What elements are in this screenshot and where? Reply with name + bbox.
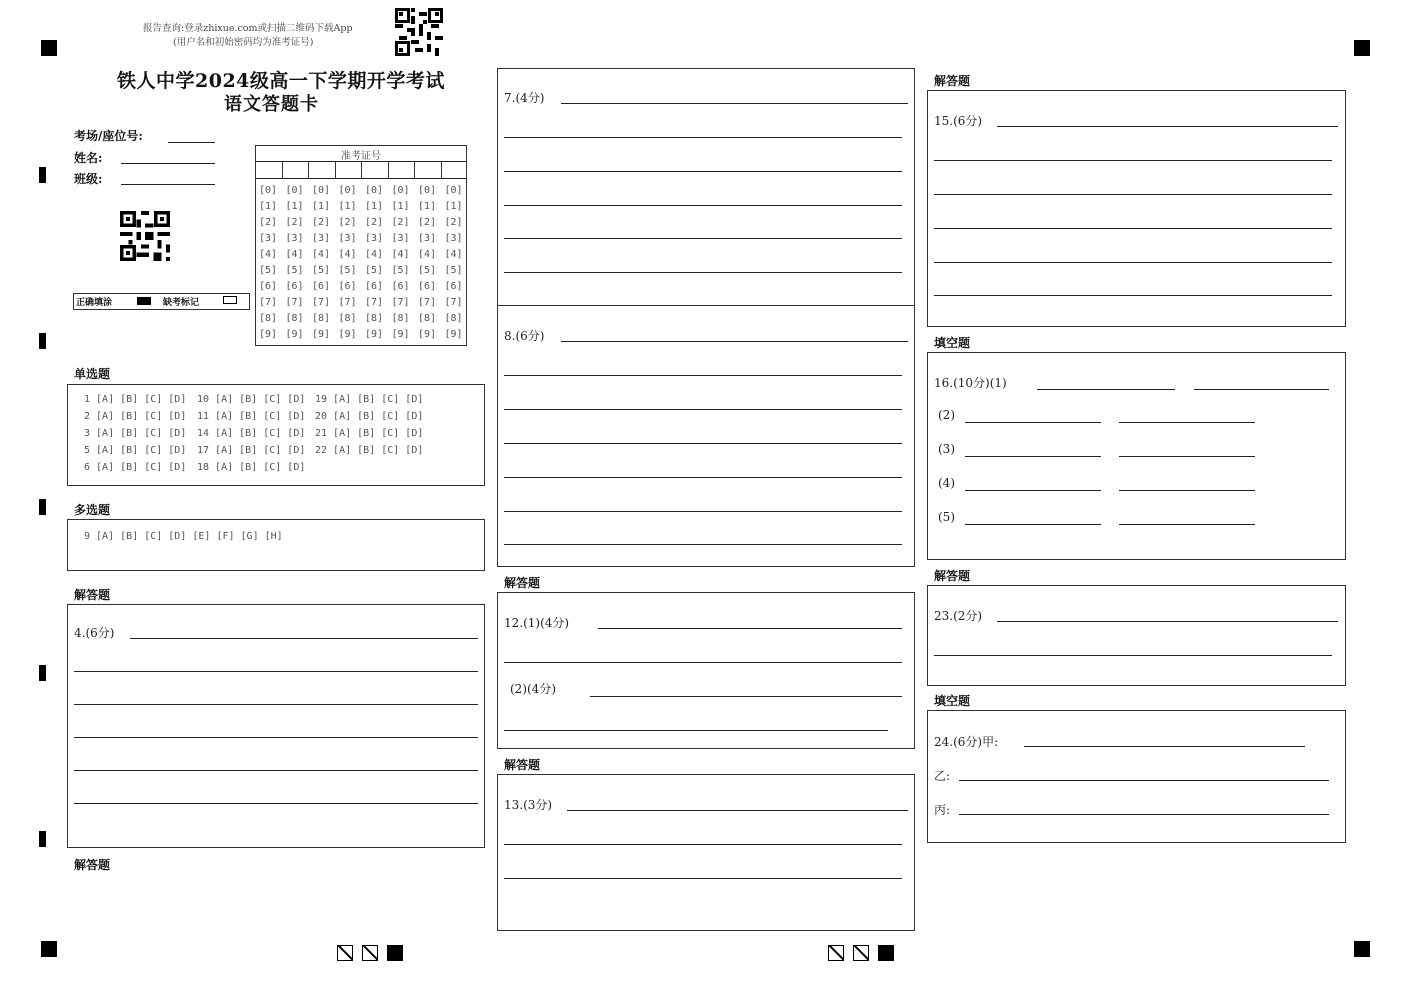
- admission-digit-bubble[interactable]: [7]: [391, 297, 410, 308]
- choice-row[interactable]: 22 [A] [B] [C] [D]: [315, 445, 424, 456]
- name-label: 姓名:: [74, 151, 103, 165]
- admission-digit-bubble[interactable]: [6]: [391, 281, 410, 292]
- admission-digit-column: [388, 183, 414, 343]
- q16-part3-label: (3): [938, 442, 955, 456]
- q12-part1-label: 12.(1)(4分): [504, 616, 570, 630]
- multi-choice-row[interactable]: 9 [A] [B] [C] [D] [E] [F] [G] [H]: [84, 531, 283, 542]
- admission-digit-bubble[interactable]: [0]: [338, 185, 357, 196]
- q13-label: 13.(3分): [504, 798, 553, 812]
- answer-line[interactable]: [934, 262, 1332, 263]
- admission-digit-bubble[interactable]: [9]: [444, 329, 463, 340]
- page-mark-crossed: [362, 945, 378, 961]
- admission-digit-bubble[interactable]: [0]: [444, 185, 463, 196]
- q23-label: 23.(2分): [934, 609, 983, 623]
- timing-mark: [39, 831, 46, 847]
- admission-digit-bubble[interactable]: [7]: [364, 297, 384, 308]
- admission-digit-bubble[interactable]: [4]: [444, 249, 463, 260]
- admission-digit-bubble[interactable]: [9]: [338, 329, 357, 340]
- blank-line[interactable]: [1037, 389, 1175, 390]
- single-choice-title: 单选题: [74, 367, 111, 381]
- grid-column-divider: [282, 161, 283, 178]
- single-choice-col2: [197, 394, 305, 479]
- choice-row[interactable]: 11 [A] [B] [C] [D]: [197, 411, 306, 422]
- answer-line[interactable]: [504, 443, 902, 444]
- admission-digit-bubble[interactable]: [1]: [417, 201, 437, 212]
- admission-digit-bubble[interactable]: [6]: [364, 281, 384, 292]
- q4-label: 4.(6分): [74, 626, 115, 640]
- admission-digit-bubble[interactable]: [5]: [444, 265, 463, 276]
- admission-digit-bubble[interactable]: [1]: [258, 201, 278, 212]
- section-answer-title: 解答题: [504, 758, 541, 772]
- class-field[interactable]: [121, 184, 215, 185]
- blank-line[interactable]: [1119, 490, 1255, 491]
- page-mark-solid: [878, 945, 894, 961]
- legend-correct-label: 正确填涂: [76, 298, 113, 308]
- card-subtitle: 语文答题卡: [224, 94, 319, 115]
- exam-title: 铁人中学2024级高一下学期开学考试: [117, 70, 445, 92]
- admission-digit-bubble[interactable]: [9]: [285, 329, 304, 340]
- admission-digit-bubble[interactable]: [2]: [417, 217, 437, 228]
- admission-digit-bubble[interactable]: [7]: [417, 297, 437, 308]
- choice-row[interactable]: 21 [A] [B] [C] [D]: [315, 428, 424, 439]
- admission-digit-column: [441, 183, 467, 343]
- admission-digit-bubble[interactable]: [2]: [285, 217, 304, 228]
- q16-label: 16.(10分)(1): [934, 376, 1007, 390]
- blank-line[interactable]: [959, 780, 1329, 781]
- admission-digit-bubble[interactable]: [9]: [311, 329, 331, 340]
- registration-mark: [1354, 941, 1370, 957]
- grid-divider: [255, 178, 467, 179]
- answer-line[interactable]: [934, 160, 1332, 161]
- grid-column-divider: [335, 161, 336, 178]
- admission-digit-bubble[interactable]: [9]: [391, 329, 410, 340]
- admission-digit-bubble[interactable]: [9]: [417, 329, 437, 340]
- admission-digit-bubble[interactable]: [4]: [391, 249, 410, 260]
- q12-part2-label: (2)(4分): [510, 682, 556, 696]
- admission-digit-bubble[interactable]: [6]: [338, 281, 357, 292]
- section-answer-title: 解答题: [74, 858, 111, 872]
- admission-digit-bubble[interactable]: [4]: [417, 249, 437, 260]
- admission-digit-bubble[interactable]: [1]: [364, 201, 384, 212]
- section-answer-title: 解答题: [934, 74, 971, 88]
- blank-line[interactable]: [965, 490, 1101, 491]
- seat-field[interactable]: [168, 142, 215, 143]
- answer-line[interactable]: [504, 730, 888, 731]
- admission-digit-bubble[interactable]: [4]: [285, 249, 304, 260]
- admission-digit-bubble[interactable]: [0]: [364, 185, 384, 196]
- admission-digit-bubble[interactable]: [6]: [417, 281, 437, 292]
- qr-code-icon: [395, 8, 443, 56]
- q4-answer-box[interactable]: [67, 604, 485, 848]
- single-choice-col1: [84, 394, 186, 479]
- answer-line[interactable]: [997, 621, 1338, 622]
- q15-label: 15.(6分): [934, 114, 983, 128]
- section-fill-title: 填空题: [934, 694, 971, 708]
- answer-line[interactable]: [504, 375, 902, 376]
- q7-label: 7.(4分): [504, 91, 545, 105]
- grid-column-divider: [441, 161, 442, 178]
- blank-line[interactable]: [965, 524, 1101, 525]
- choice-row[interactable]: 20 [A] [B] [C] [D]: [315, 411, 424, 422]
- login-hint-line: (用户名和初始密码均为准考证号): [173, 37, 314, 48]
- admission-digit-bubble[interactable]: [6]: [311, 281, 331, 292]
- answer-line[interactable]: [130, 638, 478, 639]
- q23-answer-box[interactable]: [927, 585, 1346, 686]
- admission-digit-bubble[interactable]: [4]: [258, 249, 278, 260]
- admission-digit-column: [361, 183, 387, 343]
- registration-mark: [41, 941, 57, 957]
- admission-digit-bubble[interactable]: [2]: [311, 217, 331, 228]
- choice-row[interactable]: 2 [A] [B] [C] [D]: [84, 411, 187, 422]
- q24-yi-label: 乙:: [934, 769, 951, 783]
- admission-digit-bubble[interactable]: [9]: [258, 329, 278, 340]
- admission-digit-bubble[interactable]: [5]: [391, 265, 410, 276]
- admission-digit-bubble[interactable]: [3]: [444, 233, 463, 244]
- admission-digit-bubble[interactable]: [5]: [258, 265, 278, 276]
- admission-digit-column: [308, 183, 334, 343]
- admission-digit-bubble[interactable]: [5]: [338, 265, 357, 276]
- admission-digit-bubble[interactable]: [2]: [258, 217, 278, 228]
- answer-line[interactable]: [74, 803, 478, 804]
- admission-digit-column: [335, 183, 361, 343]
- blank-line[interactable]: [1194, 389, 1329, 390]
- answer-line[interactable]: [504, 662, 902, 663]
- section-fill-title: 填空题: [934, 336, 971, 350]
- page-mark-crossed: [828, 945, 844, 961]
- answer-line[interactable]: [997, 126, 1338, 127]
- answer-line[interactable]: [934, 194, 1332, 195]
- admission-digit-bubble[interactable]: [1]: [311, 201, 331, 212]
- answer-line[interactable]: [74, 704, 478, 705]
- admission-digit-bubble[interactable]: [4]: [311, 249, 331, 260]
- page-mark-crossed: [337, 945, 353, 961]
- admission-digit-column: [414, 183, 440, 343]
- admission-digit-bubble[interactable]: [2]: [338, 217, 357, 228]
- admission-digit-bubble[interactable]: [1]: [444, 201, 463, 212]
- admission-digit-bubble[interactable]: [8]: [391, 313, 410, 324]
- timing-mark: [39, 499, 46, 515]
- admission-digit-bubble[interactable]: [8]: [311, 313, 331, 324]
- admission-digit-bubble[interactable]: [6]: [258, 281, 278, 292]
- blank-line[interactable]: [1119, 524, 1255, 525]
- answer-line[interactable]: [504, 511, 902, 512]
- choice-row[interactable]: 17 [A] [B] [C] [D]: [197, 445, 306, 456]
- admission-digit-bubble[interactable]: [4]: [338, 249, 357, 260]
- choice-row[interactable]: 19 [A] [B] [C] [D]: [315, 394, 424, 405]
- admission-digit-bubble[interactable]: [8]: [258, 313, 278, 324]
- grid-column-divider: [308, 161, 309, 178]
- answer-line[interactable]: [561, 103, 908, 104]
- choice-row[interactable]: 3 [A] [B] [C] [D]: [84, 428, 187, 439]
- admission-digit-bubble[interactable]: [0]: [311, 185, 331, 196]
- answer-line[interactable]: [504, 205, 902, 206]
- filled-mark-sample: [137, 297, 151, 305]
- multi-choice-box: [67, 519, 485, 571]
- page-mark-crossed: [853, 945, 869, 961]
- admission-digit-bubble[interactable]: [0]: [391, 185, 410, 196]
- q16-part4-label: (4): [938, 476, 955, 490]
- admission-digit-bubble[interactable]: [2]: [364, 217, 384, 228]
- admission-digit-bubble[interactable]: [5]: [285, 265, 304, 276]
- q24-label: 24.(6分)甲:: [934, 735, 999, 749]
- admission-digit-bubble[interactable]: [7]: [285, 297, 304, 308]
- answer-line[interactable]: [504, 238, 902, 239]
- answer-line[interactable]: [74, 737, 478, 738]
- section-answer-title: 解答题: [934, 569, 971, 583]
- admission-digit-bubble[interactable]: [4]: [364, 249, 384, 260]
- answer-line[interactable]: [504, 878, 902, 879]
- admission-digit-column: [255, 183, 281, 343]
- page-mark-solid: [387, 945, 403, 961]
- answer-line[interactable]: [504, 544, 902, 545]
- grid-column-divider: [361, 161, 362, 178]
- blank-line[interactable]: [959, 814, 1329, 815]
- admission-label: 准考证号: [341, 151, 381, 162]
- admission-digit-bubble[interactable]: [3]: [311, 233, 331, 244]
- grid-column-divider: [388, 161, 389, 178]
- seat-label: 考场/座位号:: [74, 129, 143, 143]
- section-answer-title: 解答题: [74, 588, 111, 602]
- admission-digit-bubble[interactable]: [1]: [391, 201, 410, 212]
- q16-part5-label: (5): [938, 510, 955, 524]
- admission-digit-bubble[interactable]: [6]: [444, 281, 463, 292]
- answer-line[interactable]: [74, 770, 478, 771]
- answer-line[interactable]: [598, 628, 902, 629]
- q13-answer-box[interactable]: [497, 774, 915, 931]
- answer-line[interactable]: [74, 671, 478, 672]
- blank-line[interactable]: [1024, 746, 1305, 747]
- blank-line[interactable]: [1119, 422, 1255, 423]
- q24-answer-box[interactable]: [927, 710, 1346, 843]
- admission-digit-bubble[interactable]: [1]: [338, 201, 357, 212]
- choice-row[interactable]: 10 [A] [B] [C] [D]: [197, 394, 306, 405]
- admission-digit-bubble[interactable]: [2]: [444, 217, 463, 228]
- q8-answer-box[interactable]: [497, 305, 915, 567]
- admission-digit-bubble[interactable]: [7]: [258, 297, 278, 308]
- answer-line[interactable]: [504, 137, 902, 138]
- answer-line[interactable]: [504, 477, 902, 478]
- admission-digit-bubble[interactable]: [3]: [338, 233, 357, 244]
- answer-line[interactable]: [567, 810, 908, 811]
- answer-line[interactable]: [561, 341, 908, 342]
- q16-part2-label: (2): [938, 408, 955, 422]
- timing-mark: [39, 665, 46, 681]
- q8-label: 8.(6分): [504, 329, 545, 343]
- absent-mark-checkbox[interactable]: [223, 296, 237, 304]
- admission-digit-bubble[interactable]: [0]: [285, 185, 304, 196]
- admission-digit-bubble[interactable]: [5]: [364, 265, 384, 276]
- admission-digit-bubble[interactable]: [9]: [364, 329, 384, 340]
- answer-line[interactable]: [934, 295, 1332, 296]
- admission-digit-bubble[interactable]: [1]: [285, 201, 304, 212]
- answer-line[interactable]: [504, 272, 902, 273]
- admission-digit-bubble[interactable]: [8]: [285, 313, 304, 324]
- class-label: 班级:: [74, 172, 103, 186]
- answer-line[interactable]: [934, 655, 1332, 656]
- admission-digit-bubble[interactable]: [0]: [417, 185, 437, 196]
- registration-mark: [1354, 40, 1370, 56]
- admission-digit-bubble[interactable]: [0]: [258, 185, 278, 196]
- blank-line[interactable]: [965, 456, 1101, 457]
- admission-digit-bubble[interactable]: [5]: [417, 265, 437, 276]
- blank-line[interactable]: [965, 422, 1101, 423]
- admission-digit-bubble[interactable]: [6]: [285, 281, 304, 292]
- admission-digit-bubble[interactable]: [2]: [391, 217, 410, 228]
- answer-line[interactable]: [934, 228, 1332, 229]
- admission-digit-bubble[interactable]: [8]: [364, 313, 384, 324]
- admission-digit-bubble[interactable]: [8]: [338, 313, 357, 324]
- choice-row[interactable]: 14 [A] [B] [C] [D]: [197, 428, 306, 439]
- admission-digit-bubble[interactable]: [3]: [285, 233, 304, 244]
- q24-bing-label: 丙:: [934, 803, 951, 817]
- admission-digit-bubble[interactable]: [7]: [444, 297, 463, 308]
- report-query-line: 报告查询:登录zhixue.com或扫描二维码下载App: [143, 23, 353, 34]
- answer-line[interactable]: [504, 844, 902, 845]
- timing-mark: [39, 167, 46, 183]
- student-qr-icon: [120, 211, 170, 261]
- answer-line[interactable]: [504, 409, 902, 410]
- admission-digit-bubble[interactable]: [3]: [391, 233, 410, 244]
- answer-line[interactable]: [504, 171, 902, 172]
- legend-absent-label: 缺考标记: [163, 298, 200, 308]
- registration-mark: [41, 40, 57, 56]
- admission-digit-column: [282, 183, 308, 343]
- choice-row[interactable]: 6 [A] [B] [C] [D]: [84, 462, 187, 473]
- timing-mark: [39, 333, 46, 349]
- name-field[interactable]: [121, 163, 215, 164]
- choice-row[interactable]: 5 [A] [B] [C] [D]: [84, 445, 187, 456]
- admission-digit-bubble[interactable]: [8]: [444, 313, 463, 324]
- admission-digit-bubble[interactable]: [3]: [417, 233, 437, 244]
- blank-line[interactable]: [1119, 456, 1255, 457]
- admission-digit-bubble[interactable]: [7]: [311, 297, 331, 308]
- admission-digit-bubble[interactable]: [5]: [311, 265, 331, 276]
- multi-choice-title: 多选题: [74, 503, 111, 517]
- answer-line[interactable]: [590, 696, 902, 697]
- single-choice-col3: [315, 394, 423, 462]
- choice-row[interactable]: 18 [A] [B] [C] [D]: [197, 462, 306, 473]
- admission-digit-bubble[interactable]: [8]: [417, 313, 437, 324]
- admission-digit-bubble[interactable]: [3]: [258, 233, 278, 244]
- section-answer-title: 解答题: [504, 576, 541, 590]
- admission-digit-bubble[interactable]: [3]: [364, 233, 384, 244]
- choice-row[interactable]: 1 [A] [B] [C] [D]: [84, 394, 187, 405]
- grid-column-divider: [414, 161, 415, 178]
- admission-digit-bubble[interactable]: [7]: [338, 297, 357, 308]
